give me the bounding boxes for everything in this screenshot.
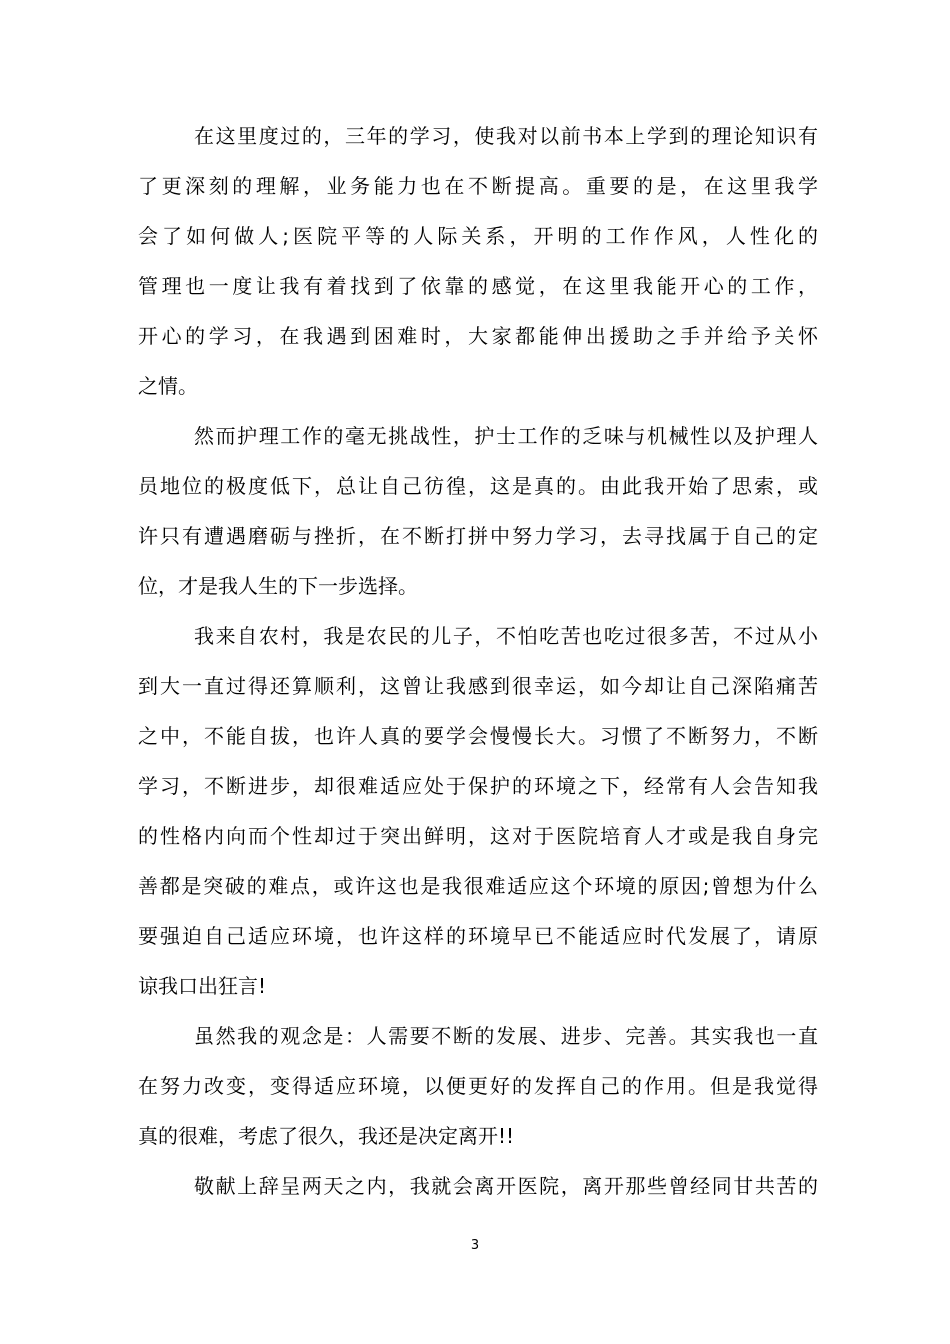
paragraph-line: 了更深刻的理解，业务能力也在不断提高。重要的是，在这里我学 [138,174,818,198]
paragraph-line: 我来自农村，我是农民的儿子，不怕吃苦也吃过很多苦，不过从小 [194,624,818,648]
paragraph-line: 敬献上辞呈两天之内，我就会离开医院，离开那些曾经同甘共苦的 [194,1174,818,1198]
paragraph-line: 之情。 [138,374,198,398]
page-number: 3 [470,1238,480,1253]
paragraph-line: 员地位的极度低下，总让自己彷徨，这是真的。由此我开始了思索，或 [138,474,818,498]
paragraph-line: 许只有遭遇磨砺与挫折，在不断打拼中努力学习，去寻找属于自己的定 [138,524,818,548]
paragraph-line: 管理也一度让我有着找到了依靠的感觉，在这里我能开心的工作， [138,274,818,298]
paragraph-line: 在这里度过的，三年的学习，使我对以前书本上学到的理论知识有 [194,124,818,148]
paragraph-line: 虽然我的观念是：人需要不断的发展、进步、完善。其实我也一直 [194,1024,818,1048]
paragraph-line: 会了如何做人;医院平等的人际关系，开明的工作作风，人性化的 [138,224,818,248]
paragraph-line: 要强迫自己适应环境，也许这样的环境早已不能适应时代发展了，请原 [138,924,818,948]
paragraph-line: 善都是突破的难点，或许这也是我很难适应这个环境的原因;曾想为什么 [138,874,818,898]
paragraph-line: 真的很难，考虑了很久，我还是决定离开!! [138,1124,515,1148]
paragraph-line: 在努力改变，变得适应环境，以便更好的发挥自己的作用。但是我觉得 [138,1074,818,1098]
paragraph-line: 然而护理工作的毫无挑战性，护士工作的乏味与机械性以及护理人 [194,424,818,448]
paragraph-line: 到大一直过得还算顺利，这曾让我感到很幸运，如今却让自己深陷痛苦 [138,674,818,698]
paragraph-line: 位，才是我人生的下一步选择。 [138,574,418,598]
paragraph-line: 开心的学习，在我遇到困难时，大家都能伸出援助之手并给予关怀 [138,324,818,348]
paragraph-line: 学习，不断进步，却很难适应处于保护的环境之下，经常有人会告知我 [138,774,818,798]
paragraph-line: 谅我口出狂言! [138,974,267,998]
paragraph-line: 的性格内向而个性却过于突出鲜明，这对于医院培育人才或是我自身完 [138,824,818,848]
paragraph-line: 之中，不能自拔，也许人真的要学会慢慢长大。习惯了不断努力，不断 [138,724,818,748]
